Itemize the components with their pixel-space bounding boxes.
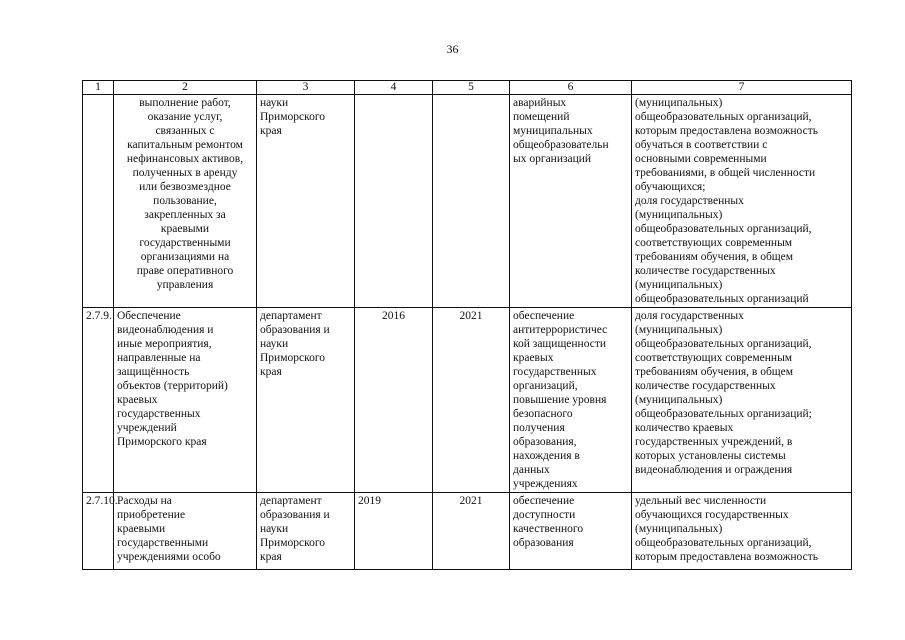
- column-header: 4: [355, 81, 433, 95]
- activity-name-cell: выполнение работ, оказание услуг, связанных с капитальным ремонтом нефинансовых активов, полученных в аренду или безвозмездное пользование, закрепленных за краевыми государственными организациями на праве оперативного управления: [114, 95, 257, 308]
- activity-name-cell: Расходы на приобретение краевыми государственными учреждениями особо: [117, 495, 221, 563]
- indicator-cell-wrap: [632, 493, 852, 570]
- expected-result-cell-wrap: [510, 493, 632, 570]
- indicator-cell: удельный вес численности обучающихся государственных (муниципальных) общеобразовательных организаций, которым предоставлена возможность: [635, 495, 818, 563]
- table-row: [83, 308, 852, 493]
- column-header: 1: [83, 81, 114, 95]
- table-row: [83, 95, 852, 308]
- row-number-cell: [83, 95, 114, 308]
- executor-cell-wrap: [257, 493, 355, 570]
- expected-result-cell: обеспечение антитеррористичес кой защищенности краевых государственных организаций, повышение уровня безопасного получения образования, нахождения в данных учреждениях: [510, 308, 632, 493]
- program-activities-table: [82, 80, 852, 570]
- column-header: 5: [433, 81, 510, 95]
- expected-result-cell: аварийных помещений муниципальных общеобразовательн ых организаций: [510, 95, 632, 308]
- start-year-cell: 2019: [355, 493, 433, 570]
- start-year-cell: 2016: [355, 308, 433, 493]
- column-header: 3: [257, 81, 355, 95]
- activity-name-cell: Обеспечение видеонаблюдения и иные мероприятия, направленные на защищённость объектов (территорий) краевых государственных учреждений Приморского края: [114, 308, 257, 493]
- expected-result-cell: обеспечение доступности качественного образования: [513, 495, 584, 549]
- column-header: 2: [114, 81, 257, 95]
- start-year-cell: [355, 95, 433, 308]
- row-number-cell: 2.7.9.: [83, 308, 114, 493]
- end-year-cell: [433, 95, 510, 308]
- table-row: [83, 493, 852, 570]
- executor-cell: департамент образования и науки Приморского края: [257, 308, 355, 493]
- activity-name-cell-wrap: [114, 493, 257, 570]
- row-number-cell: 2.7.10.: [83, 493, 114, 570]
- indicator-cell: доля государственных (муниципальных) общеобразовательных организаций, соответствующих современным требованиям обучения, в общем количестве государственных (муниципальных) общеобразовательных организаций; количество краевых государственных учреждений, в которых установлены системы видеонаблюдения и ограждения: [632, 308, 852, 493]
- executor-cell: департамент образования и науки Приморского края: [260, 495, 330, 563]
- page-number: 36: [446, 42, 459, 56]
- table-header-row: [83, 81, 852, 95]
- column-header: 6: [510, 81, 632, 95]
- executor-cell: науки Приморского края: [257, 95, 355, 308]
- indicator-cell: (муниципальных) общеобразовательных организаций, которым предоставлена возможность обучаться в соответствии с основными современными требованиями, в общей численности обучающихся; доля государственных (муниципальных) общеобразовательных организаций, соответствующих современным требованиям обучения, в общем количестве государственных (муниципальных) общеобразовательных организаций: [632, 95, 852, 308]
- end-year-cell: 2021: [433, 308, 510, 493]
- end-year-cell: 2021: [433, 493, 510, 570]
- column-header: 7: [632, 81, 852, 95]
